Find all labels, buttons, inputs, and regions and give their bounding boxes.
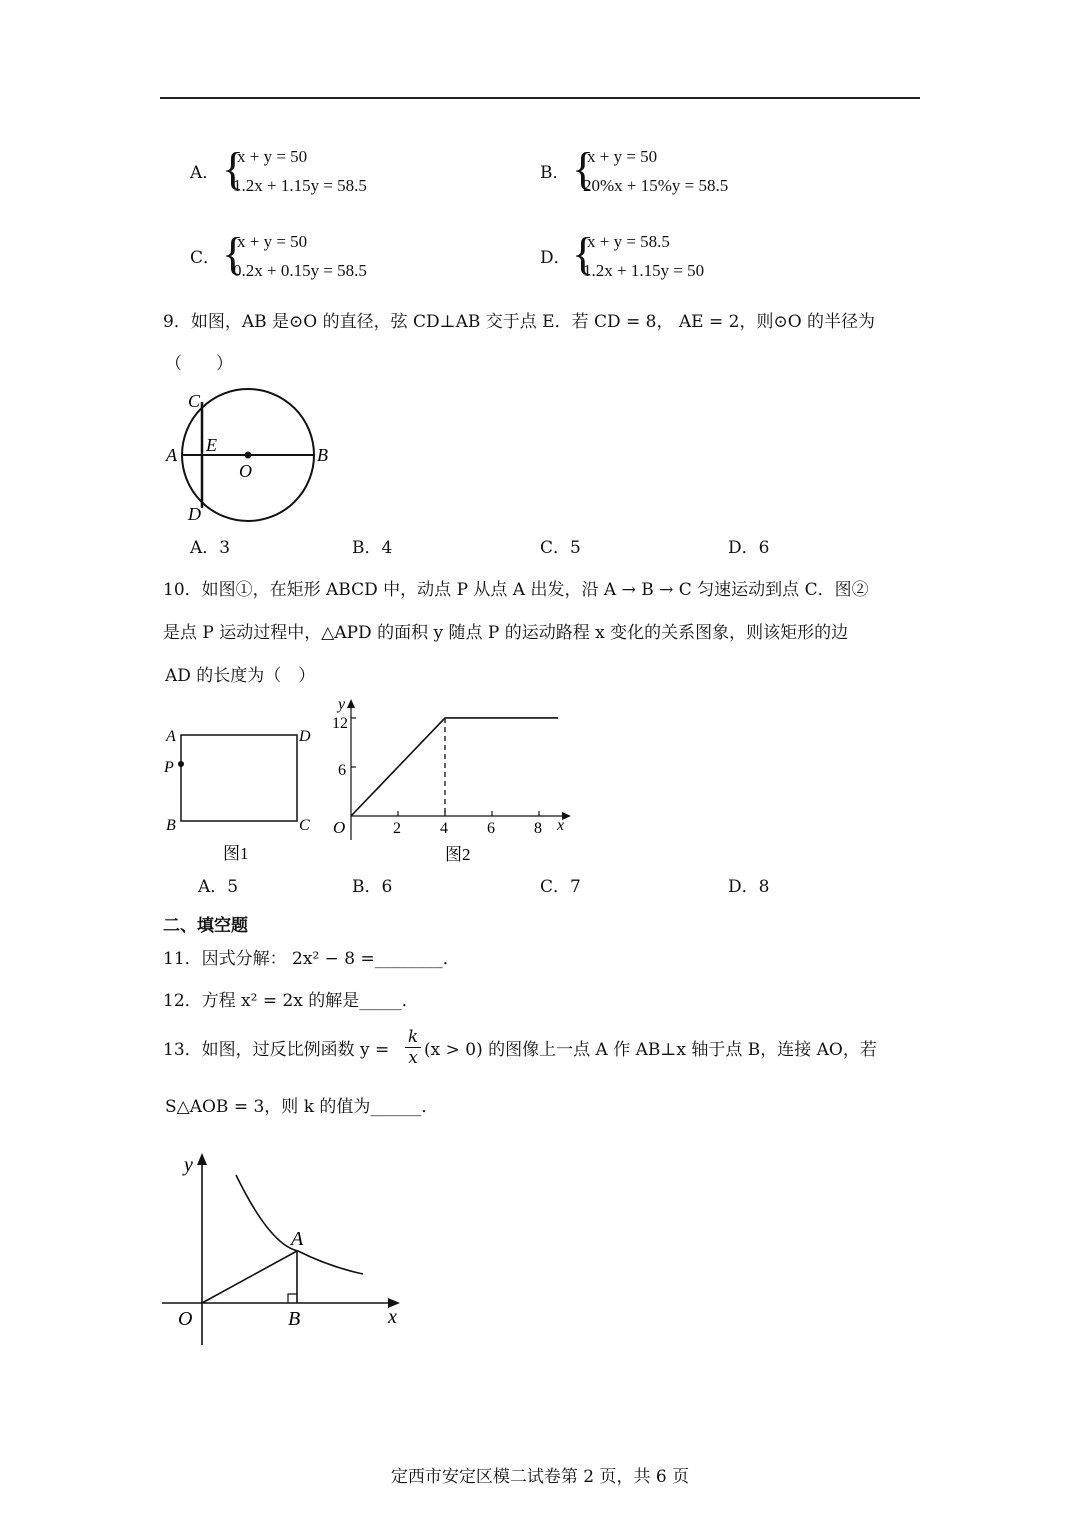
y-label: y bbox=[338, 696, 346, 713]
fraction-numerator: k bbox=[407, 1027, 419, 1047]
right-angle-mark bbox=[288, 1294, 297, 1303]
q9-option-c: C．5 bbox=[540, 538, 581, 558]
q10-area-graph bbox=[325, 695, 585, 870]
q13-fraction bbox=[405, 1027, 421, 1068]
q10-line1: 10．如图①，在矩形 ABCD 中，动点 P 从点 A 出发，沿 A → B → C 匀速运动到点 C．图② bbox=[163, 580, 869, 600]
q8-option-b-eq1: x + y = 50 bbox=[587, 147, 658, 166]
q13-line2: S△AOB = 3，则 k 的值为______． bbox=[165, 1097, 439, 1117]
q9-option-b: B．4 bbox=[352, 538, 393, 558]
q13-line1-part2: (x > 0) 的图像上一点 A 作 AB⊥x 轴于点 B，连接 AO，若 bbox=[424, 1040, 877, 1060]
q12-text: 12．方程 x² = 2x 的解是_____． bbox=[163, 991, 419, 1011]
label-d: D bbox=[188, 504, 201, 524]
q10-option-d: D．8 bbox=[728, 877, 770, 897]
y-tick-label-6: 6 bbox=[338, 762, 346, 779]
q8-option-c-brace: { bbox=[222, 228, 245, 279]
label-o: O bbox=[239, 461, 252, 481]
q8-option-c-eq2: 0.2x + 0.15y = 58.5 bbox=[233, 261, 367, 280]
inverse-curve bbox=[236, 1175, 363, 1274]
q9-paren: （ ） bbox=[165, 354, 233, 374]
q8-option-d-brace: { bbox=[572, 228, 595, 279]
q8-option-b-brace: { bbox=[572, 143, 595, 194]
page-footer: 定西市安定区模二试卷第 2 页，共 6 页 bbox=[390, 1467, 690, 1487]
q8-option-a-eq1: x + y = 50 bbox=[237, 147, 308, 166]
q13-inverse-function-figure bbox=[160, 1145, 420, 1355]
y-tick-label-12: 12 bbox=[332, 715, 348, 732]
center-point bbox=[245, 452, 252, 459]
q9-option-d: D．6 bbox=[728, 538, 770, 558]
q10-line2: 是点 P 运动过程中，△APD 的面积 y 随点 P 的运动路程 x 变化的关系图象，则该矩形的边 bbox=[163, 623, 849, 643]
q10-option-b: B．6 bbox=[352, 877, 393, 897]
label-a: A bbox=[166, 728, 176, 745]
q8-option-b-label: B． bbox=[540, 163, 570, 183]
q8-option-a-brace: { bbox=[222, 143, 245, 194]
fraction-denominator: x bbox=[405, 1047, 421, 1068]
fig1-caption: 图1 bbox=[223, 844, 249, 863]
label-b: B bbox=[288, 1308, 301, 1330]
q8-option-d-eq2: 1.2x + 1.15y = 50 bbox=[583, 261, 705, 280]
q8-option-a-eq2: 1.2x + 1.15y = 58.5 bbox=[233, 176, 367, 195]
header-rule bbox=[160, 97, 920, 99]
q9-circle-figure bbox=[160, 385, 340, 530]
x-tick-label-4: 4 bbox=[440, 820, 448, 837]
q9-option-a: A．3 bbox=[190, 538, 231, 558]
y-axis-arrow bbox=[347, 699, 355, 708]
q10-rectangle-figure bbox=[160, 720, 320, 870]
label-d: D bbox=[299, 728, 311, 745]
x-tick-label-8: 8 bbox=[534, 820, 542, 837]
label-e: E bbox=[206, 435, 217, 455]
section-fill-in-title: 二、填空题 bbox=[163, 916, 248, 936]
label-p: P bbox=[164, 759, 174, 776]
x-tick-label-2: 2 bbox=[393, 820, 401, 837]
q13-line1-part1: 13．如图，过反比例函数 y = bbox=[163, 1040, 390, 1060]
q10-line3: AD 的长度为（ ） bbox=[165, 666, 316, 686]
label-a: A bbox=[166, 445, 177, 465]
y-axis-arrow bbox=[197, 1153, 207, 1165]
label-a: A bbox=[291, 1228, 304, 1250]
origin-label: O bbox=[333, 818, 346, 837]
q8-option-b-eq2: 20%x + 15%y = 58.5 bbox=[583, 176, 729, 195]
label-b: B bbox=[166, 817, 176, 834]
q9-stem: 9．如图，AB 是⊙O 的直径，弦 CD⊥AB 交于点 E．若 CD = 8， AE = 2，则⊙O 的半径为 bbox=[163, 312, 876, 332]
q11-text: 11．因式分解： 2x² − 8 =________． bbox=[163, 949, 460, 969]
q8-option-d-eq1: x + y = 58.5 bbox=[587, 232, 670, 251]
q8-option-a-label: A． bbox=[190, 163, 220, 183]
point-p bbox=[178, 761, 184, 767]
fig2-caption: 图2 bbox=[445, 845, 471, 864]
label-c: C bbox=[299, 817, 310, 834]
q8-option-c-eq1: x + y = 50 bbox=[237, 232, 308, 251]
label-o: O bbox=[178, 1308, 193, 1330]
label-b: B bbox=[317, 445, 328, 465]
q8-option-c-label: C． bbox=[190, 248, 221, 268]
label-c: C bbox=[188, 391, 201, 411]
label-x: x bbox=[388, 1306, 397, 1328]
label-y: y bbox=[184, 1154, 193, 1176]
q10-option-c: C．7 bbox=[540, 877, 581, 897]
area-function-line bbox=[351, 718, 558, 816]
x-tick-label-6: 6 bbox=[487, 820, 495, 837]
segment-ao bbox=[202, 1251, 297, 1303]
q10-option-a: A．5 bbox=[198, 877, 239, 897]
rectangle-abcd bbox=[181, 735, 297, 821]
x-label: x bbox=[557, 817, 565, 834]
q8-option-d-label: D． bbox=[540, 248, 571, 268]
